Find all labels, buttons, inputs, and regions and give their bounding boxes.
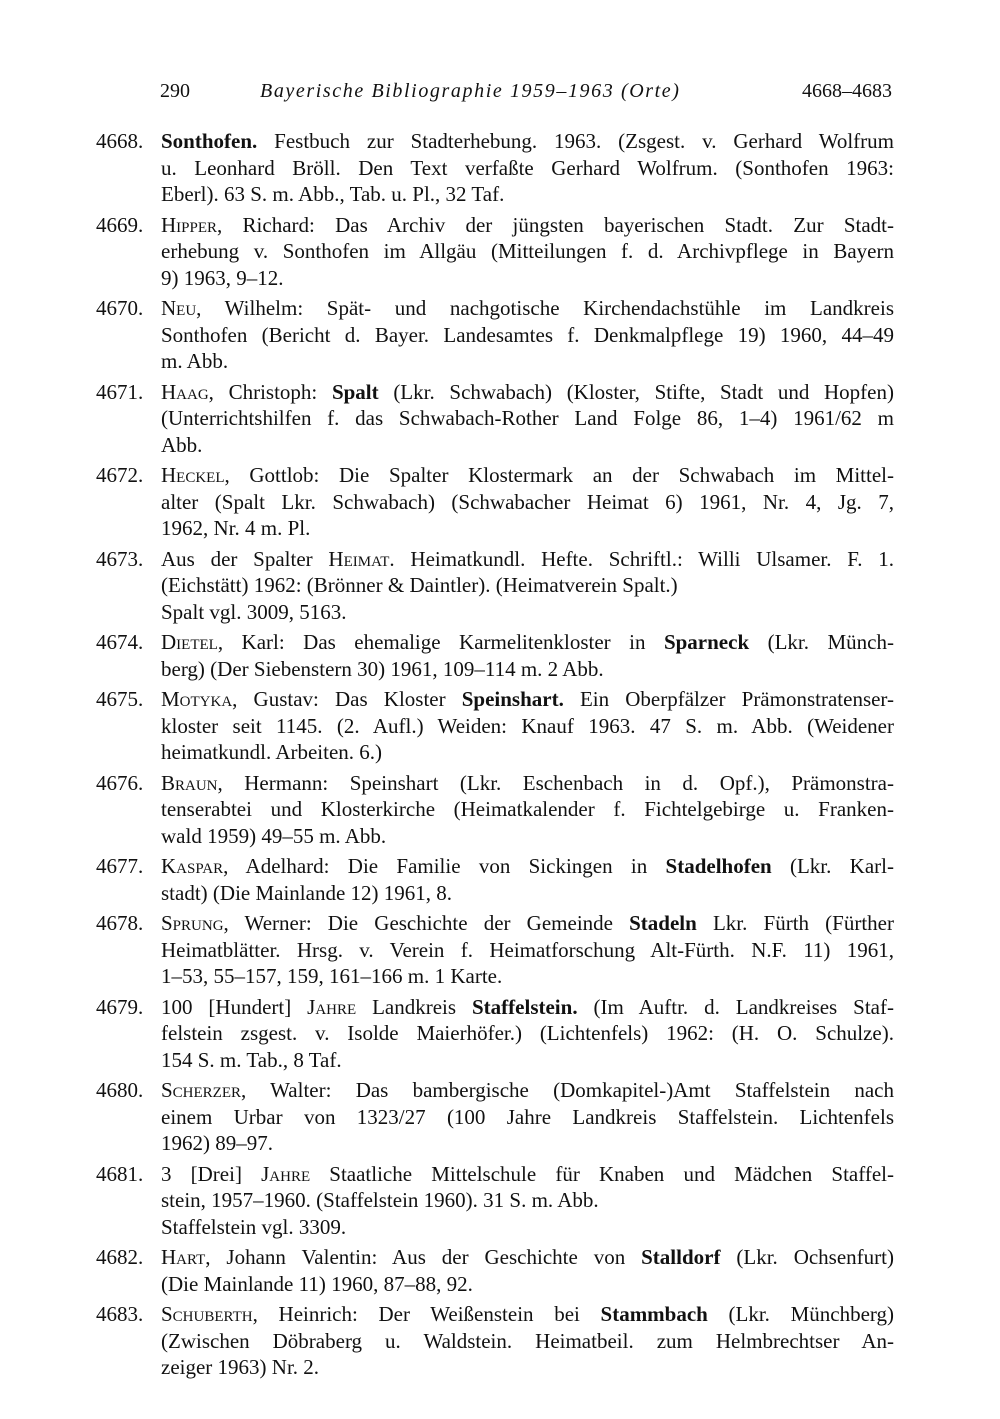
- entry-line: [161, 1244, 894, 1271]
- entry-text-segment: , Walter: Das bambergische (Domkapitel-)Amt Staffelstein nach: [241, 1078, 894, 1102]
- entry-text-segment: berg) (Der Siebenstern 30) 1961, 109–114 m. 2 Abb.: [161, 656, 604, 681]
- bibliography-entry: [0, 853, 1000, 906]
- entry-number: 4683.: [96, 1302, 144, 1326]
- entry-text-segment: (Unterrichtshilfen f. das Schwabach-Rother Land Folge 86, 1–4) 1961/62 m: [161, 406, 894, 430]
- entry-range: 4668–4683: [802, 80, 892, 102]
- place-name: Sparneck: [663, 630, 750, 654]
- entry-number: 4675.: [96, 687, 144, 711]
- entry-text: [161, 379, 894, 459]
- entry-text-segment: , Gottlob: Die Spalter Klostermark an der Schwabach im Mittel-: [224, 463, 894, 487]
- entry-text-segment: Abb.: [161, 432, 203, 457]
- entry-line: [161, 432, 894, 459]
- entry-text-segment: 9) 1963, 9–12.: [161, 265, 284, 290]
- place-name: Speinshart.: [461, 687, 564, 711]
- entry-text-segment: Aus der Spalter: [161, 546, 329, 571]
- author-surname: Sprung: [161, 911, 224, 935]
- entry-number: 4678.: [96, 911, 144, 935]
- place-name: Spalt: [331, 379, 379, 404]
- author-surname: Hipper: [161, 212, 218, 237]
- entry-line: [161, 462, 894, 489]
- entry-line: [161, 629, 894, 656]
- entry-line: [161, 937, 894, 964]
- entry-text: [161, 686, 894, 766]
- author-surname: Scherzer: [161, 1078, 242, 1102]
- entry-number: 4669.: [96, 212, 144, 237]
- running-header: [160, 76, 892, 106]
- entry-text: [161, 295, 894, 375]
- entry-text-segment: , Gustav: Das Kloster: [232, 687, 462, 711]
- entry-line: [161, 546, 894, 573]
- entry-text-segment: Heimatblätter. Hrsg. v. Verein f. Heimatforschung Alt-Fürth. N.F. 11) 1961,: [161, 937, 894, 962]
- entry-list: [0, 128, 1000, 1385]
- entry-text-segment: Ein Oberpfälzer Prämonstratenser-: [563, 687, 894, 711]
- entry-line: [161, 853, 894, 880]
- bibliography-entry: [0, 1161, 1000, 1241]
- entry-text-segment: , Heinrich: Der Weißenstein bei: [252, 1302, 601, 1326]
- entry-text: [161, 770, 894, 850]
- entry-line: [161, 1328, 894, 1355]
- entry-text-segment: wald 1959) 49–55 m. Abb.: [161, 823, 387, 848]
- entry-line: [161, 265, 894, 292]
- entry-line: [161, 823, 894, 850]
- entry-text-segment: Sonthofen (Bericht d. Bayer. Landesamtes f. Denkmalpflege 19) 1960, 44–49: [161, 322, 894, 347]
- entry-text-segment: (Lkr. Ochsenfurt): [720, 1245, 894, 1269]
- author-surname: Dietel: [161, 630, 218, 654]
- author-surname: Schuberth: [161, 1302, 253, 1326]
- entry-line: [161, 713, 894, 740]
- entry-line: [161, 963, 894, 990]
- entry-line: [161, 1214, 894, 1241]
- entry-line: [161, 322, 894, 349]
- entry-line: [161, 515, 894, 542]
- entry-text-segment: Eberl). 63 S. m. Abb., Tab. u. Pl., 32 Taf.: [161, 182, 505, 206]
- entry-line: [161, 181, 894, 208]
- entry-text: [161, 1161, 894, 1241]
- author-surname: Jahre: [307, 994, 357, 1019]
- entry-number: 4676.: [96, 770, 144, 795]
- entry-line: [161, 1354, 894, 1381]
- entry-line: [161, 155, 894, 182]
- entry-line: [161, 1047, 894, 1074]
- entry-number: 4682.: [96, 1245, 144, 1269]
- entry-line: [161, 770, 894, 797]
- bibliography-entry: [0, 128, 1000, 208]
- entry-text-segment: (Zwischen Döbraberg u. Waldstein. Heimatbeil. zum Helmbrechtser An-: [161, 1328, 894, 1353]
- entry-text-segment: felstein zsgest. v. Isolde Maierhöfer.) (Lichtenfels) 1962: (H. O. Schulze).: [161, 1021, 894, 1045]
- entry-text-segment: (Lkr. Münch-: [749, 630, 894, 654]
- entry-text-segment: tenserabtei und Klosterkirche (Heimatkalender f. Fichtelgebirge u. Franken-: [161, 797, 894, 821]
- entry-text-segment: (Lkr. Schwabach) (Kloster, Stifte, Stadt und Hopfen): [378, 379, 894, 404]
- entry-line: [161, 1161, 894, 1188]
- entry-line: [161, 910, 894, 937]
- entry-line: [161, 739, 894, 766]
- entry-line: [161, 238, 894, 265]
- author-surname: Braun: [161, 770, 218, 795]
- entry-line: [161, 379, 894, 406]
- author-surname: Neu: [161, 296, 197, 320]
- place-name: Stadelhofen: [665, 854, 772, 878]
- entry-text: [161, 629, 894, 682]
- page-number: 290: [160, 80, 190, 102]
- bibliography-entry: [0, 295, 1000, 375]
- entry-line: [161, 1301, 894, 1328]
- entry-text-segment: , Hermann: Speinshart (Lkr. Eschenbach in d. Opf.), Prämonstra-: [217, 770, 894, 795]
- entry-text-segment: u. Leonhard Bröll. Den Text verfaßte Gerhard Wolfrum. (Sonthofen 1963:: [161, 155, 894, 180]
- entry-line: [161, 128, 894, 155]
- entry-text: [161, 128, 894, 208]
- entry-line: [161, 348, 894, 375]
- entry-text: [161, 546, 894, 626]
- bibliography-entry: [0, 212, 1000, 292]
- entry-line: [161, 489, 894, 516]
- entry-text-segment: , Karl: Das ehemalige Karmelitenkloster in: [217, 630, 664, 654]
- entry-text-segment: Landkreis: [356, 994, 472, 1019]
- entry-text-segment: einem Urbar von 1323/27 (100 Jahre Landkreis Staffelstein. Lichtenfels: [161, 1104, 894, 1129]
- entry-number: 4680.: [96, 1078, 144, 1102]
- entry-text: [161, 462, 894, 542]
- entry-line: [161, 1104, 894, 1131]
- entry-text-segment: , Christoph:: [208, 379, 332, 404]
- entry-text-segment: 100 [Hundert]: [161, 994, 308, 1019]
- entry-text: [161, 212, 894, 292]
- running-title: Bayerische Bibliographie 1959–1963 (Orte): [260, 80, 681, 102]
- bibliography-entry: [0, 1244, 1000, 1297]
- entry-line: [161, 796, 894, 823]
- bibliography-entry: [0, 910, 1000, 990]
- place-name: Stadeln: [629, 911, 697, 935]
- entry-text-segment: , Adelhard: Die Familie von Sickingen in: [223, 854, 666, 878]
- entry-line: [161, 1077, 894, 1104]
- entry-line: [161, 1130, 894, 1157]
- entry-line: [161, 1020, 894, 1047]
- place-name: Staffelstein.: [472, 994, 578, 1019]
- entry-text-segment: , Johann Valentin: Aus der Geschichte von: [205, 1245, 642, 1269]
- author-surname: Jahre: [261, 1161, 311, 1186]
- place-name: Sonthofen.: [161, 129, 258, 153]
- entry-text-segment: zeiger 1963) Nr. 2.: [161, 1355, 320, 1379]
- entry-line: [161, 994, 894, 1021]
- entry-number: 4668.: [96, 129, 144, 153]
- entry-text-segment: . Heimatkundl. Hefte. Schriftl.: Willi Ulsamer. F. 1.: [389, 546, 894, 571]
- entry-line: [161, 295, 894, 322]
- entry-text-segment: Lkr. Fürth (Fürther: [696, 911, 894, 935]
- entry-line: [161, 599, 894, 626]
- entry-number: 4679.: [96, 994, 144, 1019]
- bibliography-entry: [0, 770, 1000, 850]
- entry-text: [161, 1077, 894, 1157]
- entry-text: [161, 994, 894, 1074]
- entry-text: [161, 910, 894, 990]
- entry-line: [161, 405, 894, 432]
- entry-text-segment: 1962) 89–97.: [161, 1131, 273, 1155]
- entry-number: 4677.: [96, 854, 144, 878]
- entry-text-segment: stadt) (Die Mainlande 12) 1961, 8.: [161, 880, 453, 905]
- entry-text-segment: (Lkr. Karl-: [771, 854, 894, 878]
- entry-text-segment: alter (Spalt Lkr. Schwabach) (Schwabacher Heimat 6) 1961, Nr. 4, Jg. 7,: [161, 489, 894, 514]
- bibliography-entry: [0, 379, 1000, 459]
- author-surname: Kaspar: [161, 854, 224, 878]
- entry-line: [161, 686, 894, 713]
- author-surname: Heckel: [161, 463, 225, 487]
- entry-number: 4674.: [96, 630, 144, 654]
- entry-text-segment: 154 S. m. Tab., 8 Taf.: [161, 1047, 342, 1072]
- entry-line: [161, 572, 894, 599]
- author-surname: Haag: [161, 379, 209, 404]
- bibliography-entry: [0, 546, 1000, 626]
- entry-text-segment: 3 [Drei]: [161, 1161, 262, 1186]
- entry-line: [161, 656, 894, 683]
- entry-text-segment: , Wilhelm: Spät- und nachgotische Kirchendachstühle im Landkreis: [196, 296, 894, 320]
- bibliography-entry: [0, 462, 1000, 542]
- entry-line: [161, 1187, 894, 1214]
- entry-text-segment: erhebung v. Sonthofen im Allgäu (Mitteilungen f. d. Archivpflege in Bayern: [161, 239, 894, 263]
- bibliography-entry: [0, 1301, 1000, 1381]
- entry-number: 4672.: [96, 463, 144, 487]
- entry-text: [161, 1301, 894, 1381]
- entry-text: [161, 1244, 894, 1297]
- entry-text-segment: m. Abb.: [161, 349, 229, 373]
- bibliography-entry: [0, 994, 1000, 1074]
- place-name: Stammbach: [600, 1302, 708, 1326]
- entry-text-segment: (Lkr. Münchberg): [707, 1302, 895, 1326]
- place-name: Stalldorf: [641, 1245, 721, 1269]
- entry-text-segment: Spalt vgl. 3009, 5163.: [161, 599, 347, 624]
- entry-text-segment: stein, 1957–1960. (Staffelstein 1960). 31 S. m. Abb.: [161, 1188, 599, 1212]
- entry-number: 4673.: [96, 546, 144, 571]
- entry-text-segment: Festbuch zur Stadterhebung. 1963. (Zsgest. v. Gerhard Wolfrum: [257, 129, 894, 153]
- entry-text-segment: 1962, Nr. 4 m. Pl.: [161, 516, 311, 540]
- author-surname: Heimat: [328, 546, 390, 571]
- entry-text-segment: Staatliche Mittelschule für Knaben und Mädchen Staffel-: [310, 1161, 894, 1186]
- entry-text-segment: kloster seit 1145. (2. Aufl.) Weiden: Knauf 1963. 47 S. m. Abb. (Weidener: [161, 713, 894, 738]
- bibliography-entry: [0, 629, 1000, 682]
- entry-text-segment: (Eichstätt) 1962: (Brönner & Daintler). (Heimatverein Spalt.): [161, 573, 678, 597]
- entry-number: 4671.: [96, 379, 144, 404]
- entry-text-segment: heimatkundl. Arbeiten. 6.): [161, 740, 383, 764]
- entry-text-segment: , Richard: Das Archiv der jüngsten bayerischen Stadt. Zur Stadt-: [217, 212, 894, 237]
- entry-number: 4681.: [96, 1161, 144, 1186]
- author-surname: Hart: [161, 1245, 206, 1269]
- entry-line: [161, 880, 894, 907]
- entry-text-segment: (Die Mainlande 11) 1960, 87–88, 92.: [161, 1271, 473, 1296]
- entry-text-segment: (Im Auftr. d. Landkreises Staf-: [577, 994, 894, 1019]
- author-surname: Motyka: [161, 687, 233, 711]
- entry-text: [161, 853, 894, 906]
- entry-number: 4670.: [96, 296, 144, 320]
- bibliography-entry: [0, 1077, 1000, 1157]
- entry-line: [161, 1271, 894, 1298]
- entry-text-segment: , Werner: Die Geschichte der Gemeinde: [223, 911, 630, 935]
- entry-text-segment: Staffelstein vgl. 3309.: [161, 1214, 347, 1239]
- bibliography-entry: [0, 686, 1000, 766]
- entry-text-segment: 1–53, 55–157, 159, 161–166 m. 1 Karte.: [161, 964, 503, 988]
- entry-line: [161, 212, 894, 239]
